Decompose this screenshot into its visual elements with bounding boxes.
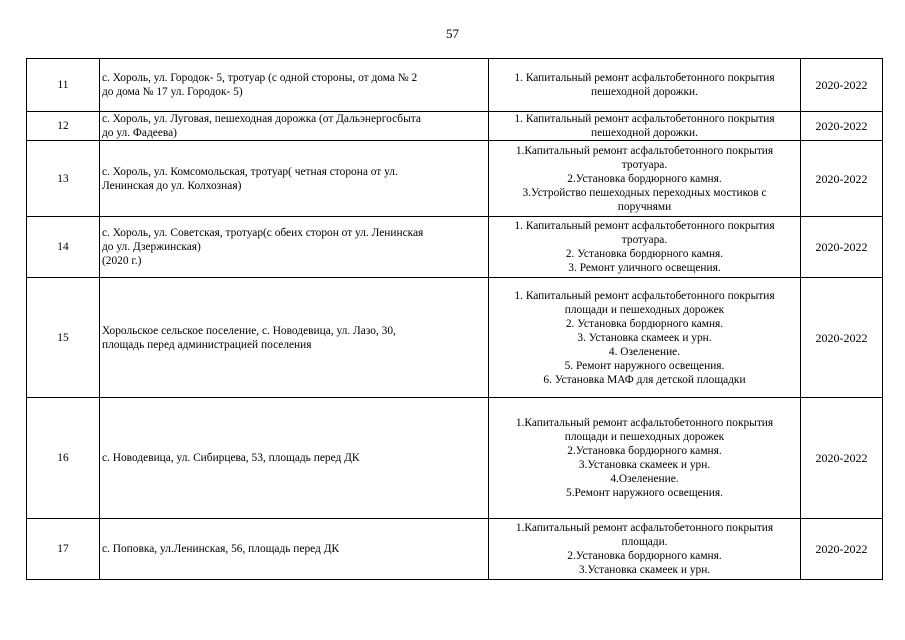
address-line: до ул. Фадеева) — [102, 127, 177, 139]
row-address — [100, 398, 489, 519]
works-line: 4.Озеленение. — [610, 473, 679, 485]
row-number: 13 — [27, 141, 100, 217]
address-line: до дома № 17 ул. Городок- 5) — [102, 86, 243, 98]
row-works — [489, 519, 801, 580]
address-line: с. Хороль, ул. Советская, тротуар(с обеих сторон от ул. Ленинская — [102, 227, 424, 239]
works-line: пешеходной дорожки. — [591, 127, 698, 139]
table-row — [27, 217, 883, 278]
row-period: 2020-2022 — [801, 519, 883, 580]
row-address — [100, 112, 489, 141]
row-period: 2020-2022 — [801, 217, 883, 278]
row-works — [489, 278, 801, 398]
table-row — [27, 398, 883, 519]
address-line: с. Хороль, ул. Комсомольская, тротуар( четная сторона от ул. — [102, 165, 398, 178]
works-line: 1. Капитальный ремонт асфальтобетонного покрытия — [514, 220, 775, 232]
works-line: 2.Установка бордюрного камня. — [567, 445, 722, 457]
works-line: площади. — [621, 536, 668, 548]
table-row — [27, 112, 883, 141]
works-line: тротуара. — [621, 158, 668, 171]
row-works — [489, 398, 801, 519]
row-period: 2020-2022 — [801, 278, 883, 398]
address-line: с. Хороль, ул. Городок- 5, тротуар (с одной стороны, от дома № 2 — [102, 72, 418, 84]
row-address — [100, 278, 489, 398]
row-number: 17 — [27, 519, 100, 580]
address-line: с. Поповка, ул.Ленинская, 56, площадь перед ДК — [102, 543, 340, 555]
table-body — [27, 59, 883, 580]
row-period: 2020-2022 — [801, 59, 883, 112]
works-line: тротуара. — [621, 234, 668, 246]
row-works — [489, 141, 801, 217]
row-number: 15 — [27, 278, 100, 398]
table-row — [27, 59, 883, 112]
row-period: 2020-2022 — [801, 112, 883, 141]
address-line: (2020 г.) — [102, 255, 142, 267]
row-address — [100, 59, 489, 112]
works-line: поручнями — [617, 200, 672, 213]
works-line: 2.Установка бордюрного камня. — [567, 172, 722, 185]
works-line: 1.Капитальный ремонт асфальтобетонного покрытия — [515, 417, 774, 429]
row-works — [489, 217, 801, 278]
row-number: 12 — [27, 112, 100, 141]
row-address — [100, 519, 489, 580]
works-line: 1. Капитальный ремонт асфальтобетонного покрытия — [514, 289, 775, 302]
row-period: 2020-2022 — [801, 141, 883, 217]
works-line: площади и пешеходных дорожек — [564, 431, 725, 443]
row-period: 2020-2022 — [801, 398, 883, 519]
works-line: пешеходной дорожки. — [591, 86, 698, 98]
row-works — [489, 59, 801, 112]
row-number: 16 — [27, 398, 100, 519]
works-line: 3. Установка скамеек и урн. — [577, 331, 712, 344]
works-line: 5. Ремонт наружного освещения. — [564, 359, 725, 372]
row-address — [100, 141, 489, 217]
works-line: 2. Установка бордюрного камня. — [565, 248, 724, 260]
works-line: 3.Устройство пешеходных переходных мостиков с — [522, 186, 767, 199]
row-address — [100, 217, 489, 278]
address-line: с. Хороль, ул. Луговая, пешеходная дорожка (от Дальэнергосбыта — [102, 113, 421, 125]
works-line: 1. Капитальный ремонт асфальтобетонного покрытия — [514, 113, 775, 125]
table-row — [27, 519, 883, 580]
works-line: 4. Озеленение. — [608, 345, 681, 358]
row-number: 11 — [27, 59, 100, 112]
row-works — [489, 112, 801, 141]
works-line: 1.Капитальный ремонт асфальтобетонного покрытия — [515, 144, 774, 157]
works-line: 1. Капитальный ремонт асфальтобетонного покрытия — [514, 72, 775, 84]
address-line: площадь перед администрацией поселения — [102, 338, 312, 351]
address-line: с. Новодевица, ул. Сибирцева, 53, площадь перед ДК — [102, 452, 360, 464]
works-line: 3.Установка скамеек и урн. — [578, 564, 711, 576]
works-line: 3.Установка скамеек и урн. — [578, 459, 711, 471]
table-row — [27, 278, 883, 398]
table-row — [27, 141, 883, 217]
works-line: 5.Ремонт наружного освещения. — [566, 487, 723, 499]
works-line: площади и пешеходных дорожек — [564, 303, 725, 316]
works-line: 2. Установка бордюрного камня. — [565, 317, 724, 330]
works-line: 2.Установка бордюрного камня. — [567, 550, 722, 562]
address-line: до ул. Дзержинская) — [102, 241, 201, 253]
page-number: 57 — [446, 26, 459, 41]
improvement-table — [26, 58, 883, 580]
row-number: 14 — [27, 217, 100, 278]
works-line: 3. Ремонт уличного освещения. — [568, 262, 721, 274]
address-line: Ленинская до ул. Колхозная) — [102, 179, 242, 192]
works-line: 6. Установка МАФ для детской площадки — [543, 373, 746, 386]
address-line: Хорольское сельское поселение, с. Новодевица, ул. Лазо, 30, — [102, 324, 396, 337]
works-line: 1.Капитальный ремонт асфальтобетонного покрытия — [515, 522, 774, 534]
